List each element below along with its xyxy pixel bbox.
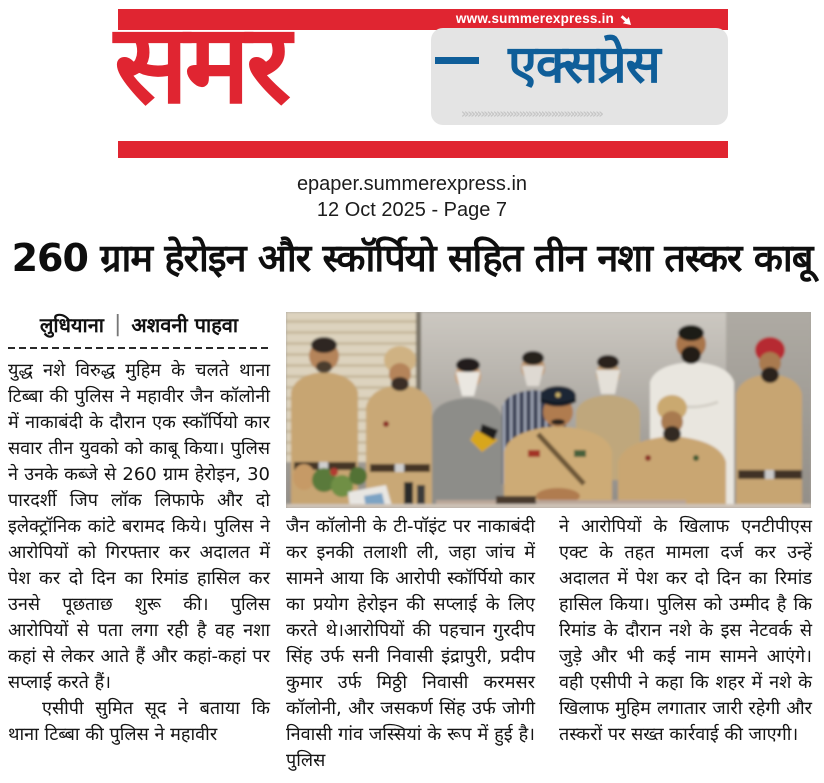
byline-location: लुधियाना	[39, 313, 104, 337]
article-paragraph: ने आरोपियों के खिलाफ एनटीपीएस एक्ट के तहत मामला दर्ज कर उन्हें अदालत में पेश कर दो दिन का रिमांड हासिल किया। पुलिस को उम्मीद है कि रिमांड के दौरान नशे के इस नेटवर्क से जुड़े और भी कई नाम सामने आएंगे। वही एसीपी ने कहा कि शहर में नशे के खिलाफ मुहिम लगातार जारी रहेगी और तस्करों पर सख्त कार्रवाई की जाएगी।	[559, 516, 812, 745]
press-conference-photo	[286, 312, 811, 508]
chevron-pattern: »»»»»»»»»»»»»»»»»»»»»»	[461, 107, 602, 122]
mouse-cursor-icon	[620, 12, 632, 25]
newspaper-subtitle: एक्सप्रेस	[508, 35, 660, 95]
byline-separator: |	[113, 312, 122, 337]
masthead-subtitle-box	[431, 28, 728, 125]
article-paragraph: युद्ध नशे विरुद्ध मुहिम के चलते थाना टिब्बा की पुलिस ने महावीर जैन कॉलोनी में नाकाबंदी के दौरान एक स्कॉर्पियो कार सवार तीन युवको को काबू किया। पुलिस ने उनके कब्जे से 260 ग्राम हेरोइन, 30 पारदर्शी जिप लॉक लिफाफे और दो इलेक्ट्रॉनिक कांटे बरामद किये। पुलिस ने आरोपियों को गिरफ्तार कर अदालत में पेश कर दो दिन का रिमांड हासिल कर उनसे पूछताछ शुरू की। पुलिस आरोपियों से पता लगा रही है वह नशा कहां से लेकर आते हैं और कहां-कहां पर सप्लाई करते हैं।	[8, 360, 270, 693]
article-paragraph: एसीपी सुमित सूद ने बताया कि थाना टिब्बा की पुलिस ने महावीर	[8, 698, 270, 745]
edition-info	[0, 171, 824, 223]
byline-reporter: अशवनी पाहवा	[131, 313, 239, 337]
byline-divider	[8, 347, 270, 349]
article-column-3	[559, 514, 812, 748]
website-url: www.summerexpress.in	[455, 11, 614, 26]
epaper-url: epaper.summerexpress.in	[296, 173, 528, 195]
date-page: 12 Oct 2025 - Page 7	[316, 199, 508, 221]
article-paragraph: जैन कॉलोनी के टी-पॉइंट पर नाकाबंदी कर इनकी तलाशी ली, जहा जांच में सामने आया कि आरोपी स्कॉर्पियो कार का प्रयोग हेरोइन की सप्लाई के लिए करते थे।आरोपियों की पहचान गुरदीप सिंह उर्फ सनी निवासी इंद्रापुरी, प्रदीप कुमार उर्फ मिठ्ठी निवासी करमसर कॉलोनी, और जसकर्ण सिंह उर्फ जोगी निवासी गांव जस्सियां के रूप में हुई है। पुलिस	[286, 516, 535, 771]
article-headline: 260 ग्राम हेरोइन और स्कॉर्पियो सहित तीन नशा तस्कर काबू	[11, 236, 813, 280]
masthead-bottom-bar	[118, 141, 728, 158]
newspaper-title: समर	[114, 0, 288, 128]
article-column-1	[8, 312, 270, 748]
byline	[8, 312, 270, 338]
article-column-2	[286, 514, 535, 774]
